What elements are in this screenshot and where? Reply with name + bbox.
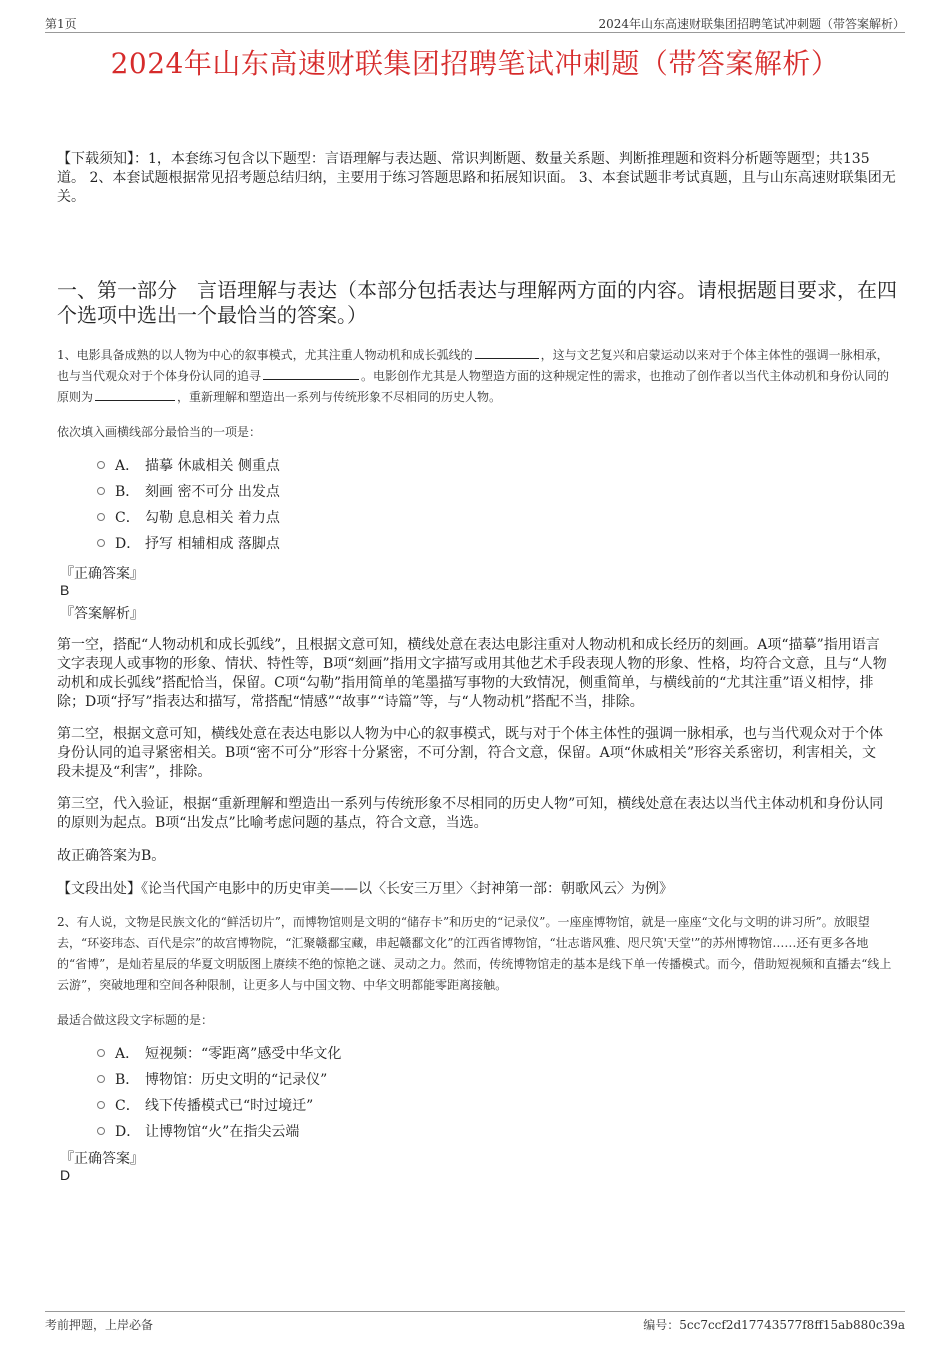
- q1-stem-part-1: 1、电影具备成熟的以人物为中心的叙事模式，尤其注重人物动机和成长弧线的: [57, 348, 473, 362]
- blank-2: [263, 367, 359, 380]
- page-number: 第1页: [45, 17, 77, 31]
- question-1-stem: [57, 345, 897, 408]
- question-2-stem: 2、有人说，文物是民族文化的“鲜活切片”，而博物馆则是文明的“储存卡”和历史的“记录仪”。一座座博物馆，就是一座座“文化与文明的讲习所”。放眼望去，“环姿玮态、百代是宗”的故宫博物院，“汇聚赣鄱宝藏，串起赣鄱文化”的江西省博物馆，“壮志谐风雅、咫尺筑'天堂'”的苏州博物馆……还有更多各地的“省博”，是灿若星辰的华夏文明版图上赓续不绝的惊艳之谜、灵动之力。然而，传统博物馆走的基本是线下单一传播模式。而今，借助短视频和直播去“线上云游”，突破地理和空间各种限制，让更多人与中国文物、中华文明都能零距离接触。: [57, 915, 892, 992]
- option-a[interactable]: A． 描摹 休戚相关 侧重点: [97, 452, 280, 478]
- q2-answer-label: 『正确答案』: [60, 1151, 144, 1167]
- footer-serial: 编号：5cc7ccf2d17743577f8ff15ab880c39a: [643, 1318, 905, 1332]
- q1-analysis-para-3: 第三空，代入验证，根据“重新理解和塑造出一系列与传统形象不尽相同的历史人物”可知，横线处意在表达以当代主体动机和身份认同的原则为起点。B项“出发点”比喻考虑问题的基点，符合文意，当选。: [57, 796, 884, 831]
- blank-1: [475, 346, 539, 359]
- question-2-options: [97, 1040, 341, 1144]
- footer-slogan: 考前押题，上岸必备: [45, 1318, 154, 1332]
- option-a[interactable]: A． 短视频：“零距离”感受中华文化: [97, 1040, 341, 1066]
- header-doc-title: 2024年山东高速财联集团招聘笔试冲刺题（带答案解析）: [598, 17, 905, 31]
- option-b[interactable]: B． 刻画 密不可分 出发点: [97, 478, 280, 504]
- q1-stem-part-4: ，重新理解和塑造出一系列与传统形象不尽相同的历史人物。: [177, 390, 502, 404]
- radio-icon[interactable]: [97, 1075, 105, 1083]
- radio-icon[interactable]: [97, 487, 105, 495]
- option-c[interactable]: C． 线下传播模式已“时过境迁”: [97, 1092, 341, 1118]
- option-d[interactable]: D． 让博物馆“火”在指尖云端: [97, 1118, 341, 1144]
- radio-icon[interactable]: [97, 1049, 105, 1057]
- question-1-prompt: 依次填入画横线部分最恰当的一项是：: [57, 425, 262, 439]
- q1-source: 【文段出处】《论当代国产电影中的历史审美——以〈长安三万里〉〈封神第一部：朝歌风云〉为例》: [57, 881, 673, 897]
- option-d[interactable]: D． 抒写 相辅相成 落脚点: [97, 530, 280, 556]
- blank-3: [95, 388, 175, 401]
- question-1-options: [97, 452, 280, 556]
- document-title: 2024年山东高速财联集团招聘笔试冲刺题（带答案解析）: [110, 47, 840, 80]
- radio-icon[interactable]: [97, 1127, 105, 1135]
- q1-stem-part-3: 。电影创作尤其是人物塑造方面的这种规定性的需求，也推动了创作者以当代主体动机和身份认同的原则为: [57, 369, 890, 404]
- page-header: [45, 12, 905, 33]
- option-c[interactable]: C． 勾勒 息息相关 着力点: [97, 504, 280, 530]
- radio-icon[interactable]: [97, 461, 105, 469]
- q1-analysis-para-1: 第一空，搭配“人物动机和成长弧线”，且根据文意可知，横线处意在表达电影注重对人物动机和成长经历的刻画。A项“描摹”指用语言文字表现人或事物的形象、情状、特性等，B项“刻画”指用文字描写或用其他艺术手段表现人物的形象、性格，均符合文意，且与“人物动机和成长弧线”搭配恰当，保留。C项“勾勒”指用简单的笔墨描写事物的大致情况，侧重简单，与横线前的“尤其注重”语义相悖，排除；D项“抒写”指表达和描写，常搭配“情感”“故事”“诗篇”等，与“人物动机”搭配不当，排除。: [57, 637, 887, 710]
- q1-conclusion: 故正确答案为B。: [57, 848, 166, 864]
- question-2-prompt: 最适合做这段文字标题的是：: [57, 1013, 214, 1027]
- page-footer: [45, 1311, 905, 1334]
- q1-analysis-para-2: 第二空，根据文意可知，横线处意在表达电影以人物为中心的叙事模式，既与对于个体主体性的强调一脉相承，也与当代观众对于个体身份认同的追寻紧密相关。B项“密不可分”形容十分紧密，不可分割，符合文意，保留。A项“休戚相关”形容关系密切，利害相关，文段未提及“利害”，排除。: [57, 726, 883, 780]
- download-notice: 【下载须知】：1，本套练习包含以下题型：言语理解与表达题、常识判断题、数量关系题、判断推理题和资料分析题等题型；共135道。 2、本套试题根据常见招考题总结归纳，主要用于练习答题思路和拓展知识面。 3、本套试题非考试真题，且与山东高速财联集团无关。: [57, 151, 896, 205]
- radio-icon[interactable]: [97, 513, 105, 521]
- q1-stem-part-2: ，这与文艺复兴和启蒙运动以来对于个体主体性的强调一脉相承，也与当代观众对于个体身份认同的追寻: [57, 348, 889, 383]
- section-heading: 一、第一部分 言语理解与表达（本部分包括表达与理解两方面的内容。请根据题目要求，在四个选项中选出一个最恰当的答案。）: [57, 278, 897, 327]
- q2-answer: D: [60, 1167, 71, 1183]
- radio-icon[interactable]: [97, 1101, 105, 1109]
- q1-answer: B: [60, 582, 70, 598]
- radio-icon[interactable]: [97, 539, 105, 547]
- q1-analysis-label: 『答案解析』: [60, 606, 144, 622]
- option-b[interactable]: B． 博物馆：历史文明的“记录仪”: [97, 1066, 341, 1092]
- q1-answer-label: 『正确答案』: [60, 566, 144, 582]
